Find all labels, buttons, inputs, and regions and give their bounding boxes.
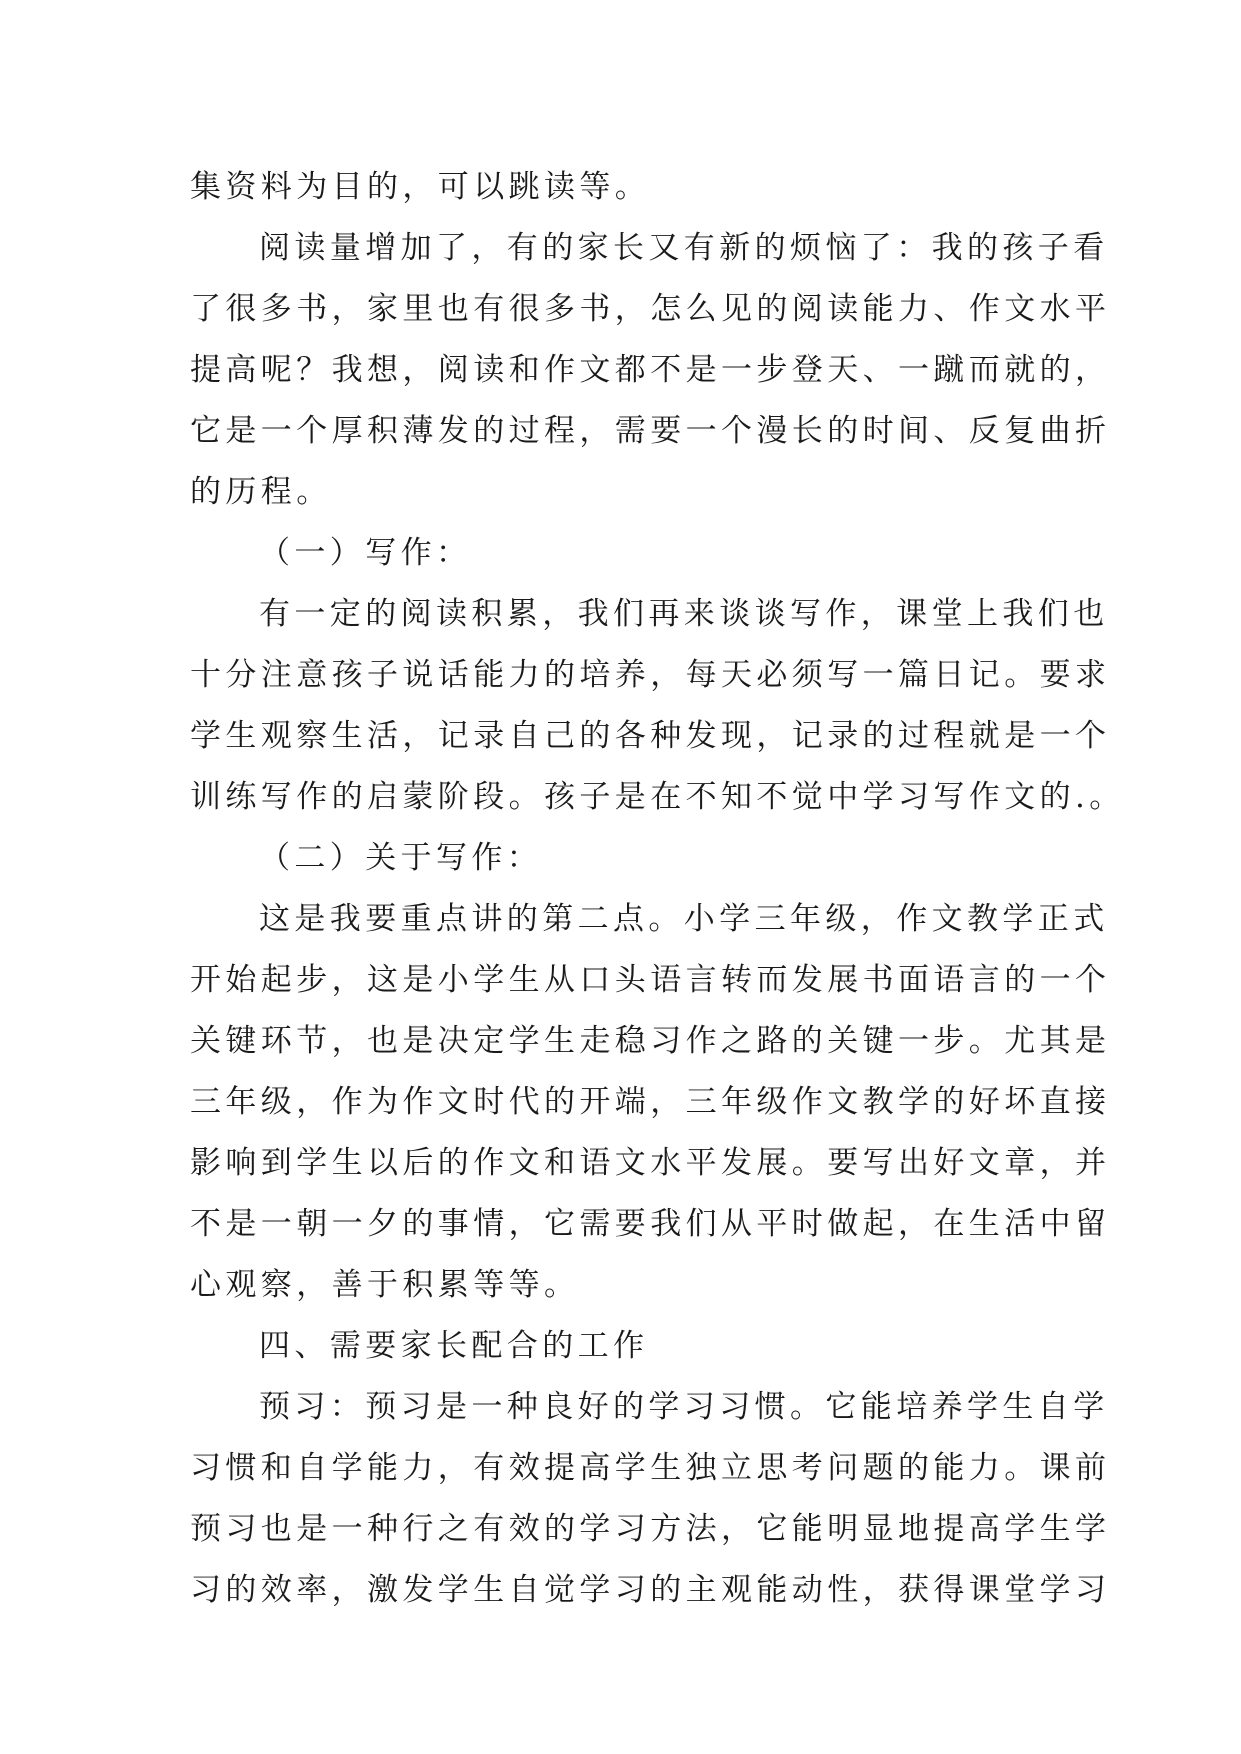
text-line: 提高呢？我想，阅读和作文都不是一步登天、一蹴而就的，: [190, 352, 1111, 388]
text-line: 关键环节，也是决定学生走稳习作之路的关键一步。尤其是: [190, 1023, 1111, 1059]
text-line: 集资料为目的，可以跳读等。: [190, 169, 651, 205]
document-body: [190, 157, 1125, 1621]
text-line: 不是一朝一夕的事情，它需要我们从平时做起，在生活中留: [190, 1206, 1111, 1242]
section-heading-parent-cooperation: 四、需要家长配合的工作: [259, 1328, 649, 1364]
text-line: 学生观察生活，记录自己的各种发现，记录的过程就是一个: [190, 718, 1111, 754]
text-line: 的历程。: [190, 474, 332, 510]
text-line: 了很多书，家里也有很多书，怎么见的阅读能力、作文水平: [190, 291, 1111, 327]
text-line: 开始起步，这是小学生从口头语言转而发展书面语言的一个: [190, 962, 1111, 998]
paragraph-start-line: 阅读量增加了，有的家长又有新的烦恼了：我的孩子看: [259, 230, 1109, 266]
text-line: 影响到学生以后的作文和语文水平发展。要写出好文章，并: [190, 1145, 1111, 1181]
text-line: 习的效率，激发学生自觉学习的主观能动性，获得课堂学习: [190, 1572, 1111, 1608]
paragraph-start-line: 这是我要重点讲的第二点。小学三年级，作文教学正式: [259, 901, 1109, 937]
section-heading-writing: （一）写作：: [259, 535, 472, 571]
text-line: 预习也是一种行之有效的学习方法，它能明显地提高学生学: [190, 1511, 1111, 1547]
text-line: 心观察，善于积累等等。: [190, 1267, 580, 1303]
text-line: 十分注意孩子说话能力的培养，每天必须写一篇日记。要求: [190, 657, 1111, 693]
text-line: 训练写作的启蒙阶段。孩子是在不知不觉中学习写作文的.。: [190, 779, 1125, 815]
paragraph-start-line: 预习：预习是一种良好的学习习惯。它能培养学生自学: [259, 1389, 1109, 1425]
section-heading-about-writing: （二）关于写作：: [259, 840, 543, 876]
text-line: 三年级，作为作文时代的开端，三年级作文教学的好坏直接: [190, 1084, 1111, 1120]
text-line: 它是一个厚积薄发的过程，需要一个漫长的时间、反复曲折: [190, 413, 1111, 449]
text-line: 习惯和自学能力，有效提高学生独立思考问题的能力。课前: [190, 1450, 1111, 1486]
paragraph-start-line: 有一定的阅读积累，我们再来谈谈写作，课堂上我们也: [259, 596, 1109, 632]
